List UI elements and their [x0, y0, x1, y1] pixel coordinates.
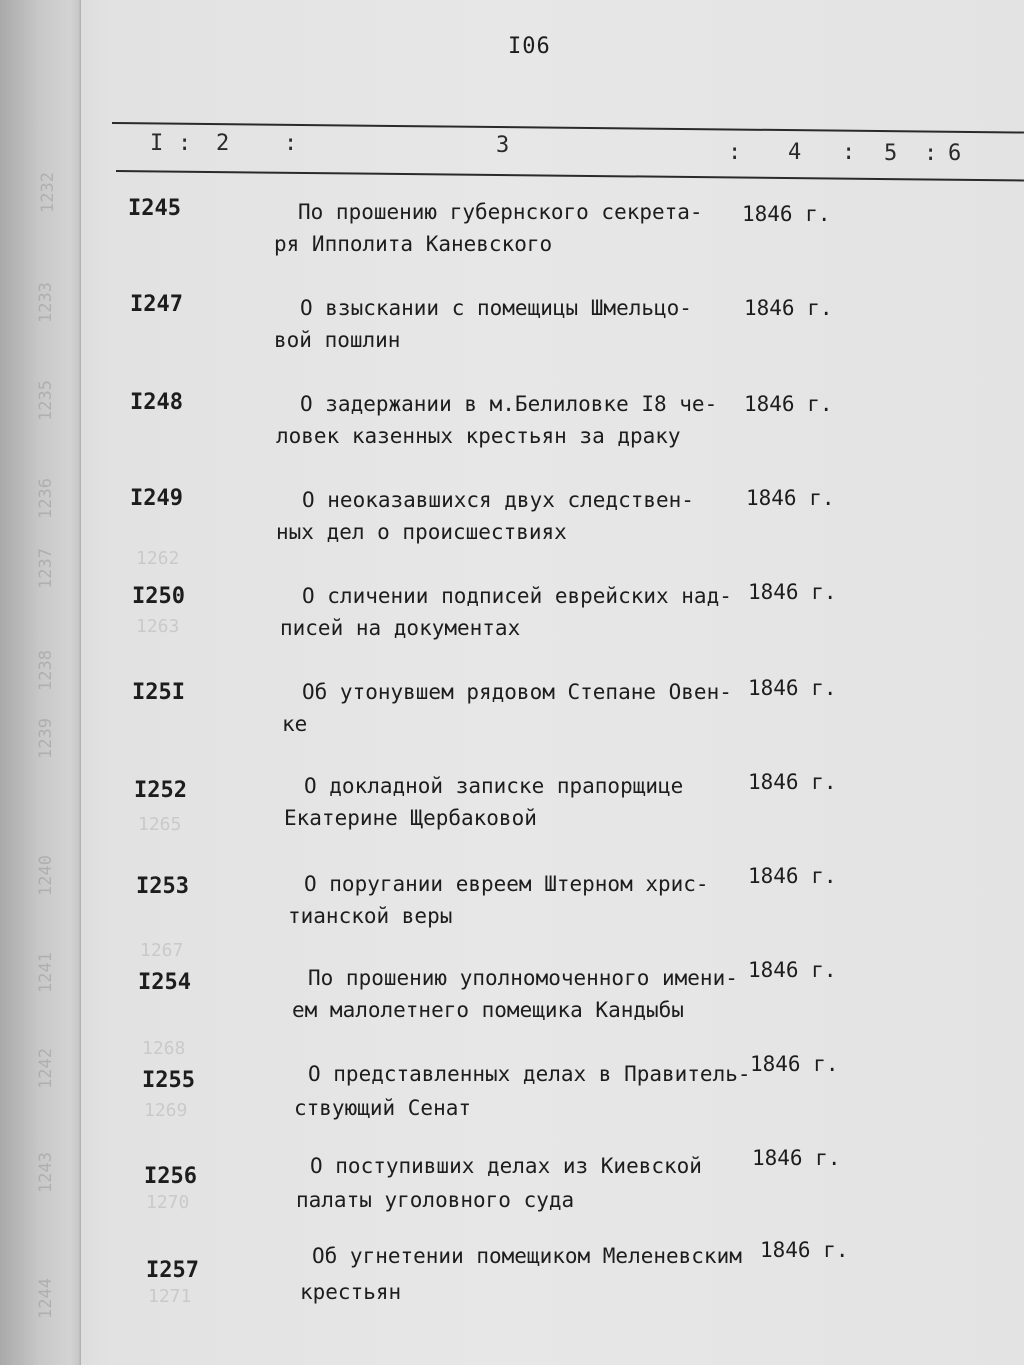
- record-title-line2: писей на документах: [280, 616, 521, 640]
- record-number: I250: [132, 584, 185, 609]
- record-year: 1846 г.: [748, 958, 837, 982]
- column-header-1: I: [150, 131, 164, 156]
- record-year: 1846 г.: [748, 864, 837, 888]
- column-header-2: 2: [216, 131, 230, 156]
- record-title-line1: По прошению уполномоченного имени-: [308, 966, 738, 990]
- bleed-through-mark: 1262: [136, 548, 180, 569]
- bleed-through-mark: 1238: [36, 650, 56, 691]
- bleed-through-mark: 1242: [36, 1048, 56, 1089]
- column-header-3: 3: [496, 133, 510, 158]
- column-header-separator: :: [284, 131, 298, 156]
- record-title-line1: О сличении подписей еврейских над-: [302, 584, 732, 608]
- record-title-line1: О поругании евреем Штерном хрис-: [304, 872, 709, 896]
- bleed-through-mark: 1236: [36, 478, 56, 519]
- record-title-line2: вой пошлин: [274, 328, 401, 352]
- header-rule-top: [112, 122, 1024, 134]
- bleed-through-mark: 1269: [144, 1100, 188, 1121]
- bleed-through-mark: 1235: [36, 380, 56, 421]
- record-title-line2: палаты уголовного суда: [296, 1188, 575, 1212]
- record-year: 1846 г.: [750, 1052, 839, 1076]
- record-year: 1846 г.: [752, 1146, 841, 1170]
- record-year: 1846 г.: [744, 296, 833, 320]
- bleed-through-mark: 1270: [146, 1192, 190, 1213]
- record-title-line2: ке: [282, 712, 308, 736]
- bleed-through-mark: 1271: [148, 1286, 192, 1307]
- bleed-through-mark: 1232: [38, 172, 58, 213]
- record-title-line2: тианской веры: [288, 904, 453, 928]
- header-rule-bottom: [116, 170, 1024, 182]
- column-header-4: 4: [788, 140, 802, 165]
- record-title-line1: О докладной записке прапорщице: [304, 774, 684, 798]
- bleed-through-mark: 1265: [138, 814, 182, 835]
- bleed-through-mark: 1237: [36, 548, 56, 589]
- bleed-through-mark: 1268: [142, 1038, 186, 1059]
- record-title-line2: ловек казенных крестьян за драку: [276, 424, 681, 448]
- record-year: 1846 г.: [742, 202, 831, 226]
- page-number: I06: [508, 34, 551, 59]
- record-number: I256: [144, 1164, 197, 1189]
- record-year: 1846 г.: [748, 676, 837, 700]
- record-number: I25I: [132, 680, 185, 705]
- record-title-line1: Об угнетении помещиком Меленевским: [312, 1244, 742, 1268]
- record-number: I248: [130, 390, 183, 415]
- record-title-line1: О представленных делах в Правитель-: [308, 1062, 751, 1086]
- record-number: I249: [130, 486, 183, 511]
- column-header-separator: :: [924, 141, 938, 166]
- record-title-line2: ря Ипполита Каневского: [274, 232, 553, 256]
- record-title-line1: О неоказавшихся двух следствен-: [302, 488, 694, 512]
- column-header-separator: :: [178, 131, 192, 156]
- record-year: 1846 г.: [744, 392, 833, 416]
- column-header-5: 5: [884, 141, 898, 166]
- record-title-line1: О задержании в м.Белиловке I8 че-: [300, 392, 718, 416]
- record-number: I257: [146, 1258, 199, 1283]
- record-number: I252: [134, 778, 187, 803]
- record-number: I253: [136, 874, 189, 899]
- bleed-through-mark: 1263: [136, 616, 180, 637]
- bleed-through-mark: 1239: [36, 718, 56, 759]
- bleed-through-mark: 1240: [36, 855, 56, 896]
- bleed-through-mark: 1267: [140, 940, 184, 961]
- record-number: I254: [138, 970, 191, 995]
- bleed-through-mark: 1241: [36, 952, 56, 993]
- record-number: I255: [142, 1068, 195, 1093]
- record-year: 1846 г.: [748, 770, 837, 794]
- column-header-separator: :: [842, 140, 856, 165]
- record-title-line1: Об утонувшем рядовом Степане Овен-: [302, 680, 732, 704]
- record-title-line2: крестьян: [300, 1280, 402, 1304]
- record-title-line1: О взыскании с помещицы Шмельцо-: [300, 296, 692, 320]
- record-title-line1: По прошению губернского секрета-: [298, 200, 703, 224]
- column-header-6: 6: [948, 141, 962, 166]
- record-title-line2: ствующий Сенат: [294, 1096, 472, 1120]
- record-title-line2: Екатерине Щербаковой: [284, 806, 537, 830]
- record-title-line2: ных дел о происшествиях: [276, 520, 567, 544]
- bleed-through-mark: 1243: [36, 1152, 56, 1193]
- bleed-through-mark: 1233: [36, 282, 56, 323]
- record-year: 1846 г.: [746, 486, 835, 510]
- bleed-through-mark: 1244: [36, 1278, 56, 1319]
- record-number: I247: [130, 292, 183, 317]
- record-year: 1846 г.: [760, 1238, 849, 1262]
- record-year: 1846 г.: [748, 580, 837, 604]
- column-header-separator: :: [728, 140, 742, 165]
- record-title-line1: О поступивших делах из Киевской: [310, 1154, 702, 1178]
- record-title-line2: ем малолетнего помещика Кандыбы: [292, 998, 684, 1022]
- record-number: I245: [128, 196, 181, 221]
